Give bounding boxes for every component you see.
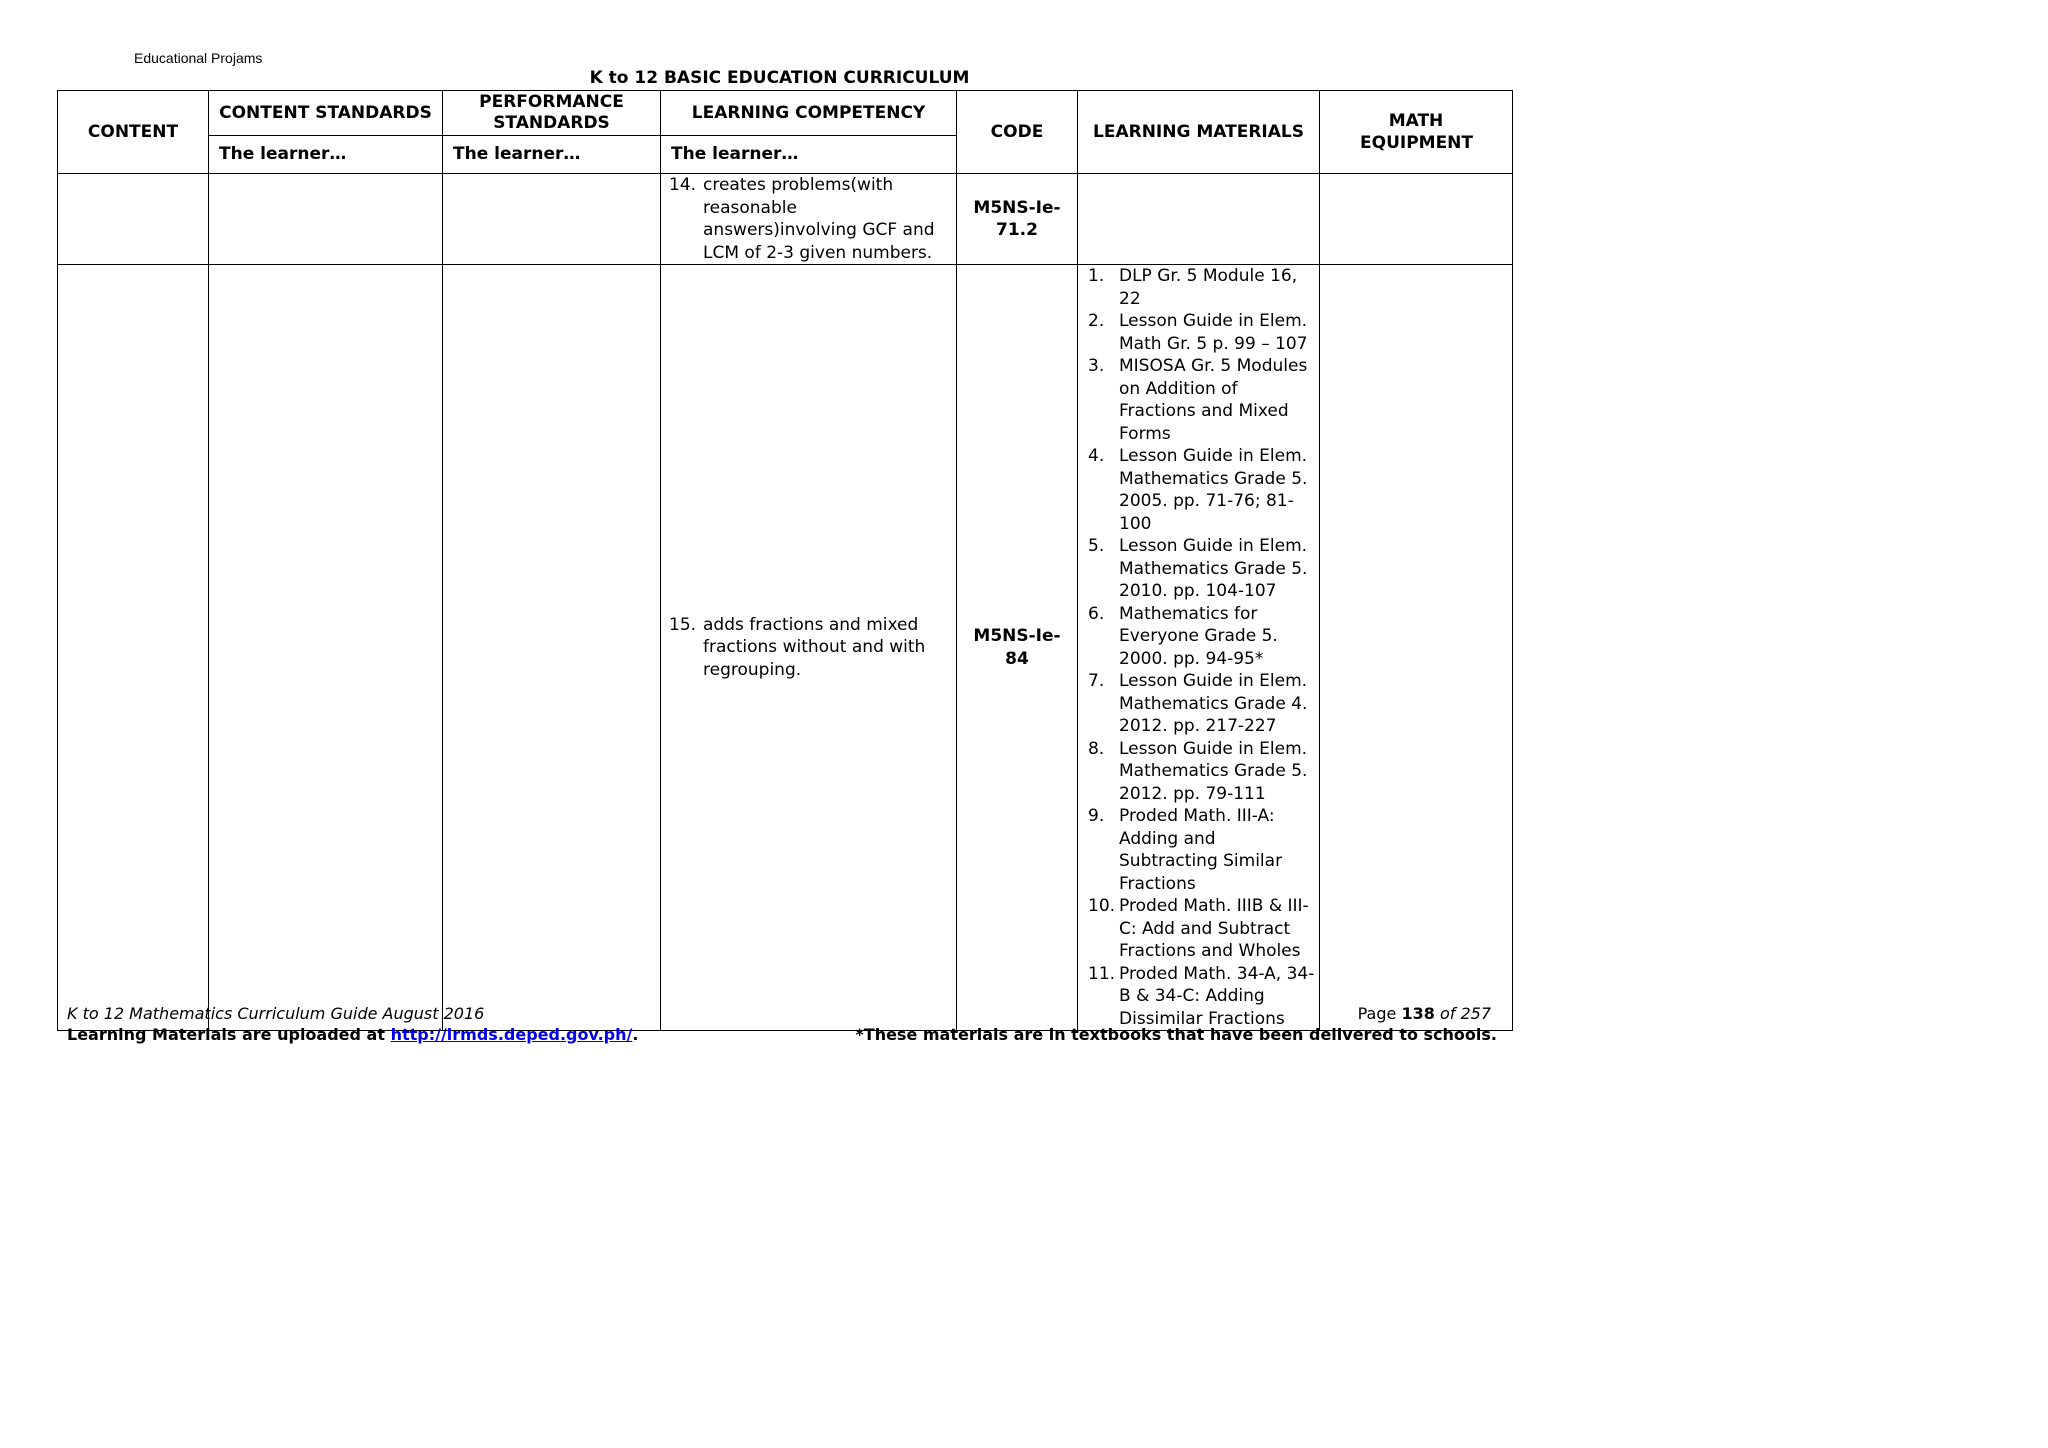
learning-material-item — [1078, 895, 1315, 963]
learning-materials-cell — [1078, 174, 1320, 265]
learning-material-number: 4. — [1088, 446, 1105, 466]
performance-standards-cell — [443, 265, 661, 1031]
header-content-standards: CONTENT STANDARDS — [209, 91, 443, 136]
learning-material-number: 9. — [1088, 806, 1105, 826]
learning-material-number: 8. — [1088, 738, 1105, 759]
delivery-note: *These materials are in textbooks that have been delivered to schools. — [855, 1025, 1497, 1044]
table-row — [58, 265, 1513, 1031]
learning-material-number: 7. — [1088, 671, 1105, 691]
learning-material-item — [1078, 670, 1315, 738]
learning-material-text: Proded Math. 34-A, 34-B & 34-C: Adding Dissimilar Fractions — [1119, 963, 1315, 1029]
learning-materials-cell — [1078, 265, 1320, 1031]
upload-note-suffix: . — [632, 1025, 639, 1044]
competency-cell — [661, 265, 957, 1031]
learning-material-item — [1078, 355, 1315, 445]
content-standards-cell — [209, 174, 443, 265]
competency-cell — [661, 174, 957, 265]
learning-material-text: Lesson Guide in Elem. Mathematics Grade 5. 2012. pp. 79-111 — [1119, 738, 1308, 804]
learning-material-number: 2. — [1088, 311, 1105, 331]
learning-material-item — [1078, 738, 1315, 806]
learning-material-item — [1078, 805, 1315, 895]
table-row — [58, 174, 1513, 265]
learning-materials-list — [1078, 265, 1315, 1030]
content-cell — [58, 265, 209, 1031]
competency-item — [661, 614, 956, 682]
learner-learning-competency: The learner… — [661, 136, 957, 174]
upload-note-prefix: Learning Materials are uploaded at — [67, 1025, 391, 1044]
math-equipment-cell — [1320, 174, 1513, 265]
page-prefix: Page — [1357, 1004, 1402, 1023]
page-indicator — [855, 1003, 1497, 1024]
learning-material-number: 6. — [1088, 603, 1105, 624]
page-total: of 257 — [1434, 1004, 1491, 1023]
header-note: Educational Projams — [134, 50, 263, 66]
header-code: CODE — [957, 91, 1078, 174]
guide-title: K to 12 Mathematics Curriculum Guide August 2016 — [67, 1004, 485, 1023]
learning-material-text: Lesson Guide in Elem. Mathematics Grade 5. 2010. pp. 104-107 — [1119, 536, 1308, 601]
learning-material-text: Lesson Guide in Elem. Mathematics Grade 5. 2005. pp. 71-76; 81-100 — [1119, 446, 1308, 534]
header-content: CONTENT — [58, 91, 209, 174]
code-cell: M5NS-Ie-84 — [957, 265, 1078, 1031]
header-learning-competency: LEARNING COMPETENCY — [661, 91, 957, 136]
learner-performance-standards: The learner… — [443, 136, 661, 174]
competency-text: creates problems(with reasonable answers)involving GCF and LCM of 2-3 given numbers. — [703, 175, 935, 263]
curriculum-table — [57, 90, 1513, 1031]
header-math-equipment: MATH EQUIPMENT — [1320, 91, 1513, 174]
learning-material-text: Lesson Guide in Elem. Mathematics Grade 4. 2012. pp. 217-227 — [1119, 671, 1308, 736]
learning-material-text: Lesson Guide in Elem. Math Gr. 5 p. 99 – 107 — [1119, 311, 1308, 354]
learning-material-number: 11. — [1088, 963, 1116, 984]
learning-material-number: 10. — [1088, 896, 1116, 916]
header-learning-materials: LEARNING MATERIALS — [1078, 91, 1320, 174]
learning-material-item — [1078, 603, 1315, 671]
learning-material-number: 1. — [1088, 266, 1105, 286]
learning-material-number: 3. — [1088, 356, 1105, 376]
content-standards-cell — [209, 265, 443, 1031]
learner-content-standards: The learner… — [209, 136, 443, 174]
learning-material-text: MISOSA Gr. 5 Modules on Addition of Fractions and Mixed Forms — [1119, 356, 1308, 444]
content-cell — [58, 174, 209, 265]
competency-number: 14. — [669, 175, 697, 195]
footer-right — [855, 1003, 1497, 1045]
learning-material-text: Proded Math. III-A: Adding and Subtracting Similar Fractions — [1119, 806, 1283, 894]
learning-material-text: Proded Math. IIIB & III-C: Add and Subtract Fractions and Wholes — [1119, 896, 1309, 961]
learning-material-item — [1078, 265, 1315, 310]
lrmds-link[interactable]: http://lrmds.deped.gov.ph/ — [390, 1025, 633, 1044]
header-performance-standards: PERFORMANCE STANDARDS — [443, 91, 661, 136]
learning-material-item — [1078, 310, 1315, 355]
learning-material-item — [1078, 535, 1315, 603]
document-title: K to 12 BASIC EDUCATION CURRICULUM — [589, 68, 970, 88]
competency-number: 15. — [669, 614, 697, 635]
learning-material-text: DLP Gr. 5 Module 16, 22 — [1119, 266, 1298, 309]
code-cell: M5NS-Ie-71.2 — [957, 174, 1078, 265]
learning-material-item — [1078, 445, 1315, 535]
competency-text: adds fractions and mixed fractions without and with regrouping. — [703, 614, 926, 680]
upload-note — [67, 1024, 638, 1045]
math-equipment-cell — [1320, 265, 1513, 1031]
learning-material-number: 5. — [1088, 536, 1105, 556]
competency-item — [661, 174, 956, 264]
footer-left — [67, 1003, 638, 1045]
performance-standards-cell — [443, 174, 661, 265]
page-number: 138 — [1401, 1004, 1435, 1023]
learning-material-text: Mathematics for Everyone Grade 5. 2000. pp. 94-95* — [1119, 603, 1278, 669]
